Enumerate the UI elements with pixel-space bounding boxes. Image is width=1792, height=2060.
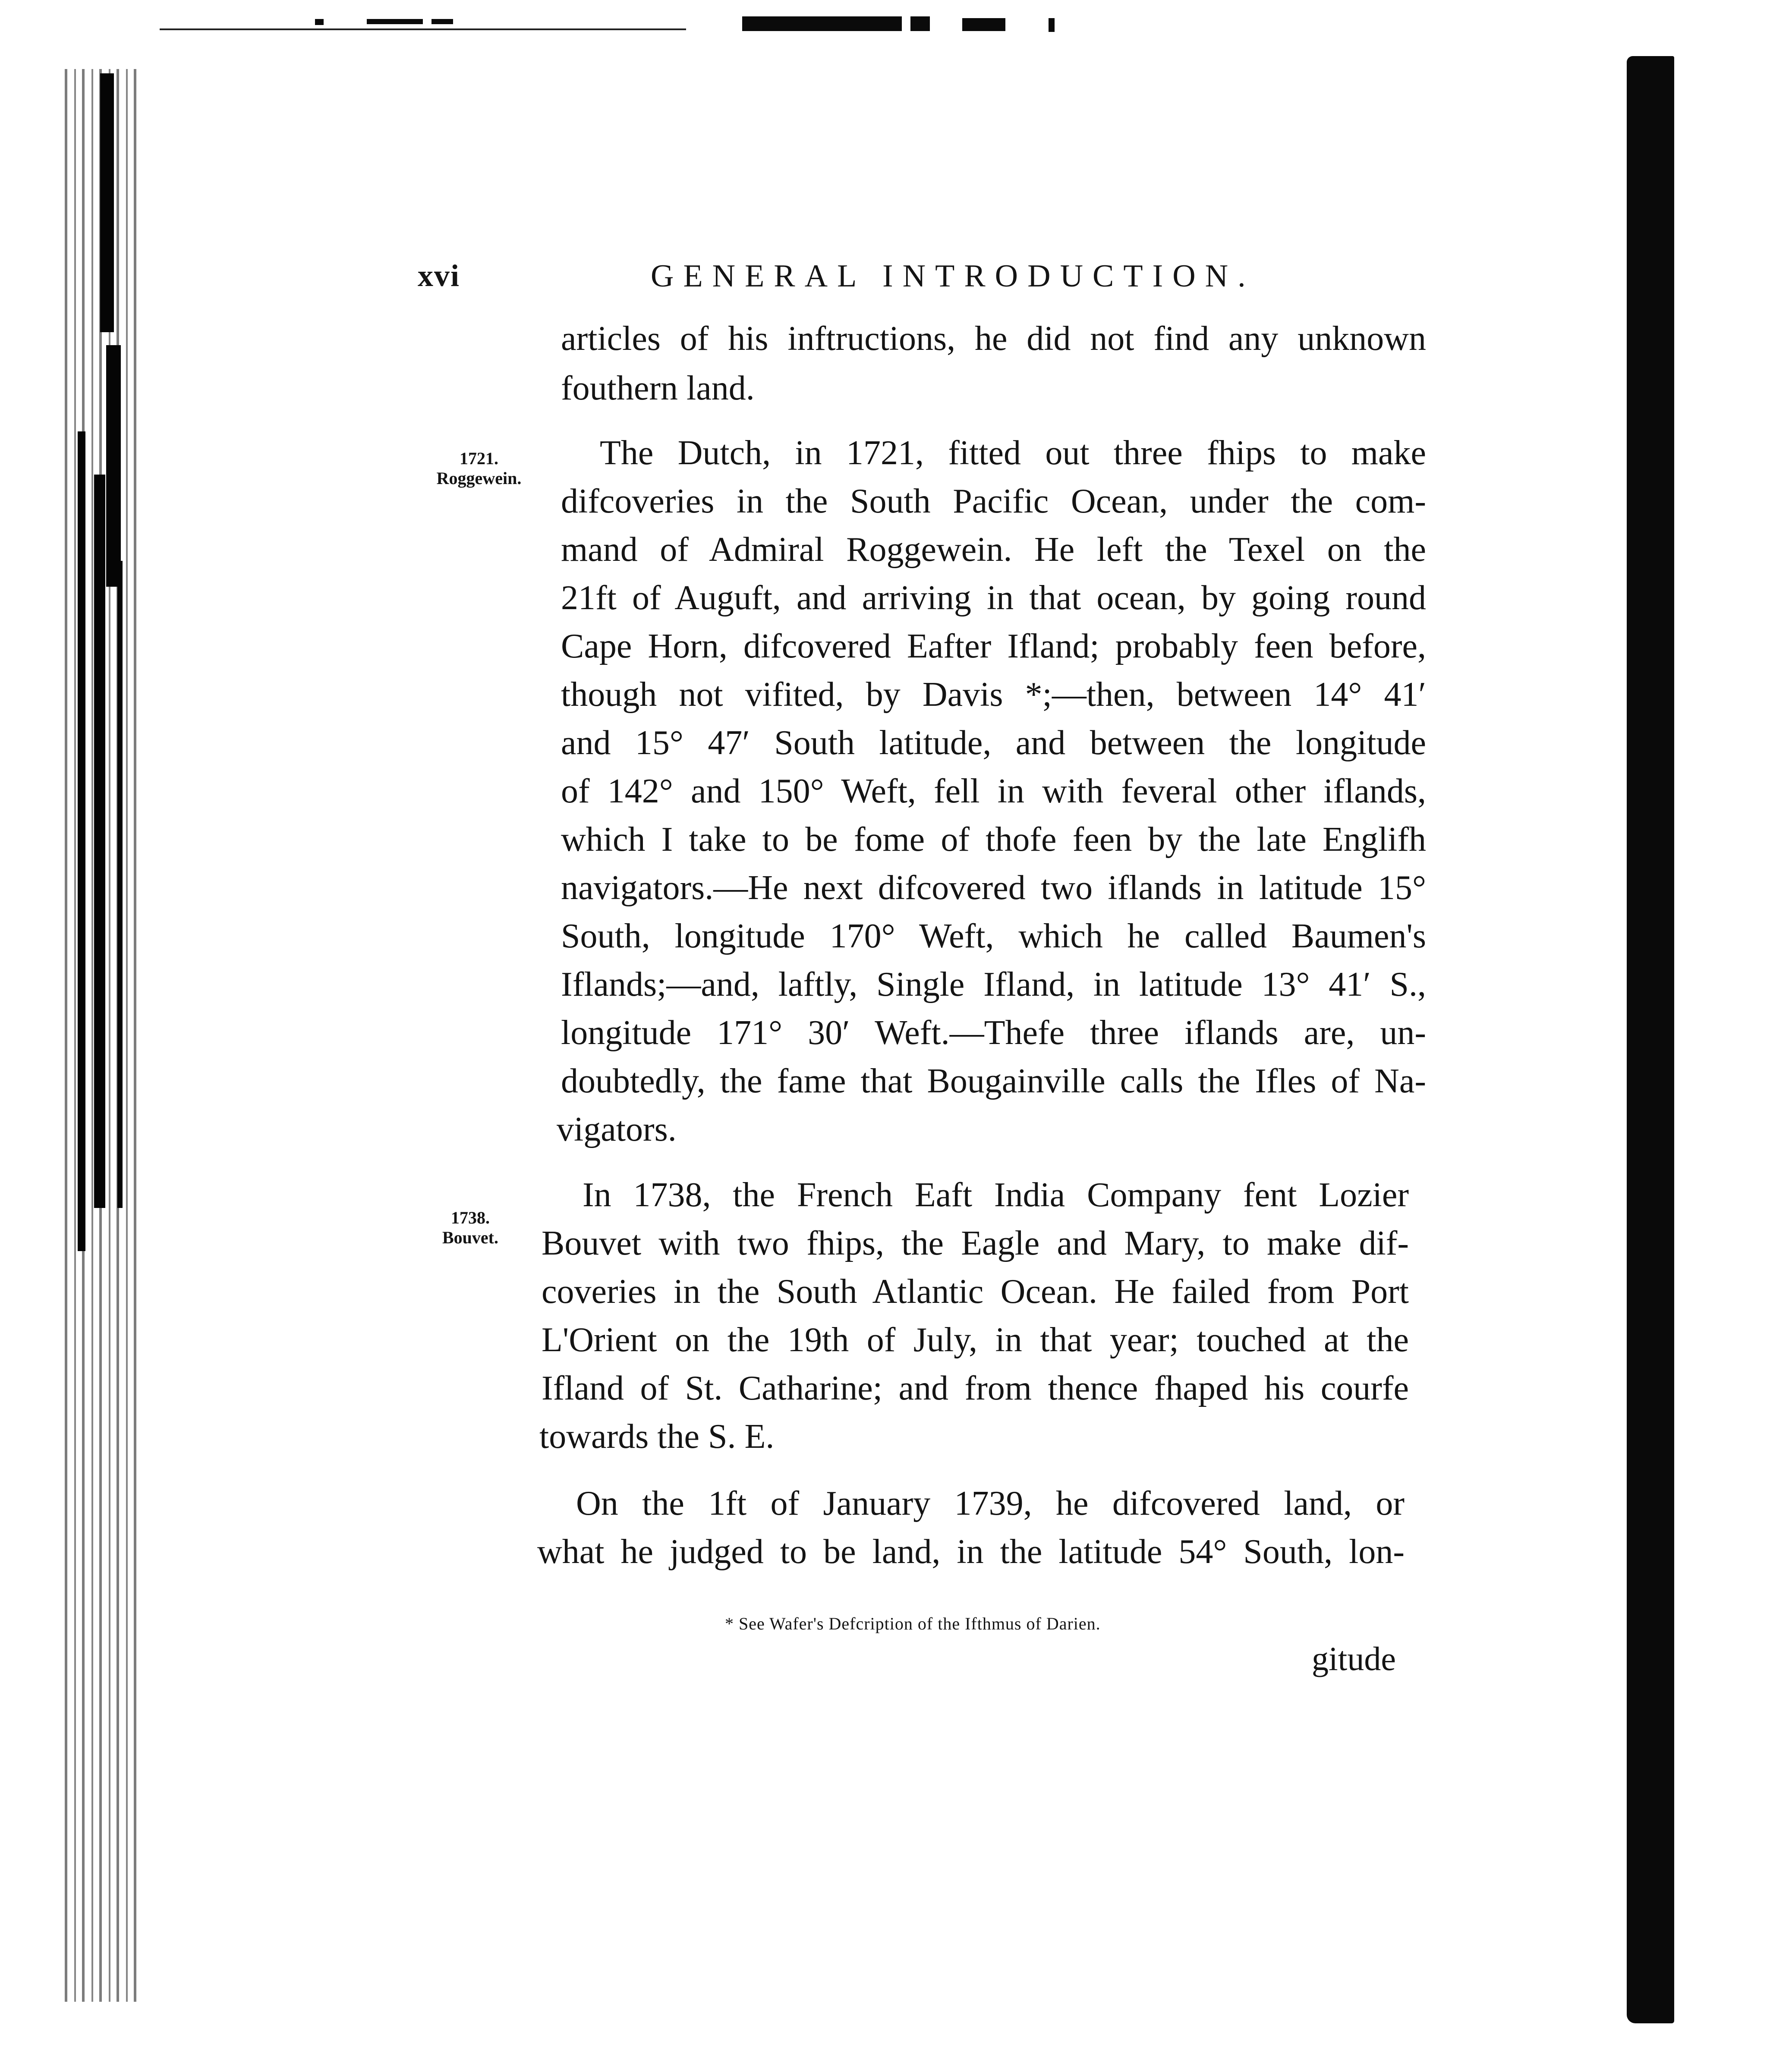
top-scan-mark — [1049, 18, 1055, 32]
text-line: coveries in the South Atlantic Ocean. He failed from Port — [542, 1273, 1409, 1311]
top-scan-mark — [742, 16, 902, 31]
text-line: 21ft of Auguft, and arriving in that ocean, by going round — [561, 579, 1426, 617]
left-edge-bar — [106, 345, 121, 587]
text-line: articles of his inftructions, he did not find any unknown — [561, 320, 1426, 358]
left-edge-bar — [117, 561, 123, 1208]
text-line: On the 1ft of January 1739, he difcovered land, or — [576, 1484, 1405, 1522]
text-line: though not vifited, by Davis *;—then, between 14° 41′ — [561, 676, 1426, 714]
margin-note-1738 — [416, 1208, 524, 1248]
catchword: gitude — [1312, 1640, 1396, 1677]
top-scan-mark — [315, 19, 324, 25]
text-line: Cape Horn, difcovered Eafter Ifland; probably feen before, — [561, 627, 1426, 665]
right-edge-shadow — [1627, 56, 1674, 2023]
margin-note-name: Roggewein. — [436, 469, 522, 488]
margin-note-year: 1738. — [451, 1208, 490, 1227]
text-line: Iflands;—and, laftly, Single Ifland, in latitude 13° 41′ S., — [561, 966, 1426, 1003]
top-scan-mark — [367, 19, 423, 24]
top-scan-mark — [910, 16, 930, 31]
text-line: doubtedly, the fame that Bougainville calls the Ifles of Na- — [561, 1062, 1426, 1100]
top-scan-mark — [962, 18, 1005, 31]
text-line: mand of Admiral Roggewein. He left the Texel on the — [561, 531, 1426, 569]
text-line: vigators. — [557, 1110, 677, 1148]
page-folio: xvi — [418, 258, 460, 293]
text-line: South, longitude 170° Weft, which he called Baumen's — [561, 917, 1426, 955]
text-line: longitude 171° 30′ Weft.—Thefe three iflands are, un- — [561, 1014, 1426, 1052]
text-line: The Dutch, in 1721, fitted out three fhips to make — [600, 434, 1426, 472]
text-line: Ifland of St. Catharine; and from thence fhaped his courfe — [542, 1369, 1409, 1407]
margin-note-year: 1721. — [460, 449, 498, 468]
left-edge-bar — [94, 475, 105, 1208]
text-line: which I take to be fome of thofe feen by the late Englifh — [561, 821, 1426, 859]
text-line: towards the S. E. — [539, 1418, 775, 1456]
text-line: In 1738, the French Eaft India Company fent Lozier — [583, 1176, 1409, 1214]
footnote: * See Wafer's Defcription of the Ifthmus of Darien. — [725, 1614, 1101, 1633]
text-line: of 142° and 150° Weft, fell in with feveral other iflands, — [561, 772, 1426, 810]
text-line: and 15° 47′ South latitude, and between the longitude — [561, 724, 1426, 762]
text-line: fouthern land. — [561, 369, 755, 407]
left-edge-bar — [100, 73, 114, 332]
text-line: L'Orient on the 19th of July, in that year; touched at the — [542, 1321, 1409, 1359]
running-head-title: GENERAL INTRODUCTION. — [651, 258, 1255, 294]
text-line: navigators.—He next difcovered two iflands in latitude 15° — [561, 869, 1426, 907]
text-line: what he judged to be land, in the latitude 54° South, lon- — [537, 1533, 1405, 1571]
left-edge-bar — [78, 431, 85, 1251]
top-scan-mark — [431, 19, 453, 24]
margin-note-name: Bouvet. — [442, 1228, 498, 1247]
top-scan-rule — [160, 28, 686, 30]
text-line: difcoveries in the South Pacific Ocean, under the com- — [561, 482, 1426, 520]
margin-note-1721 — [425, 449, 533, 488]
text-line: Bouvet with two fhips, the Eagle and Mary, to make dif- — [542, 1224, 1409, 1262]
